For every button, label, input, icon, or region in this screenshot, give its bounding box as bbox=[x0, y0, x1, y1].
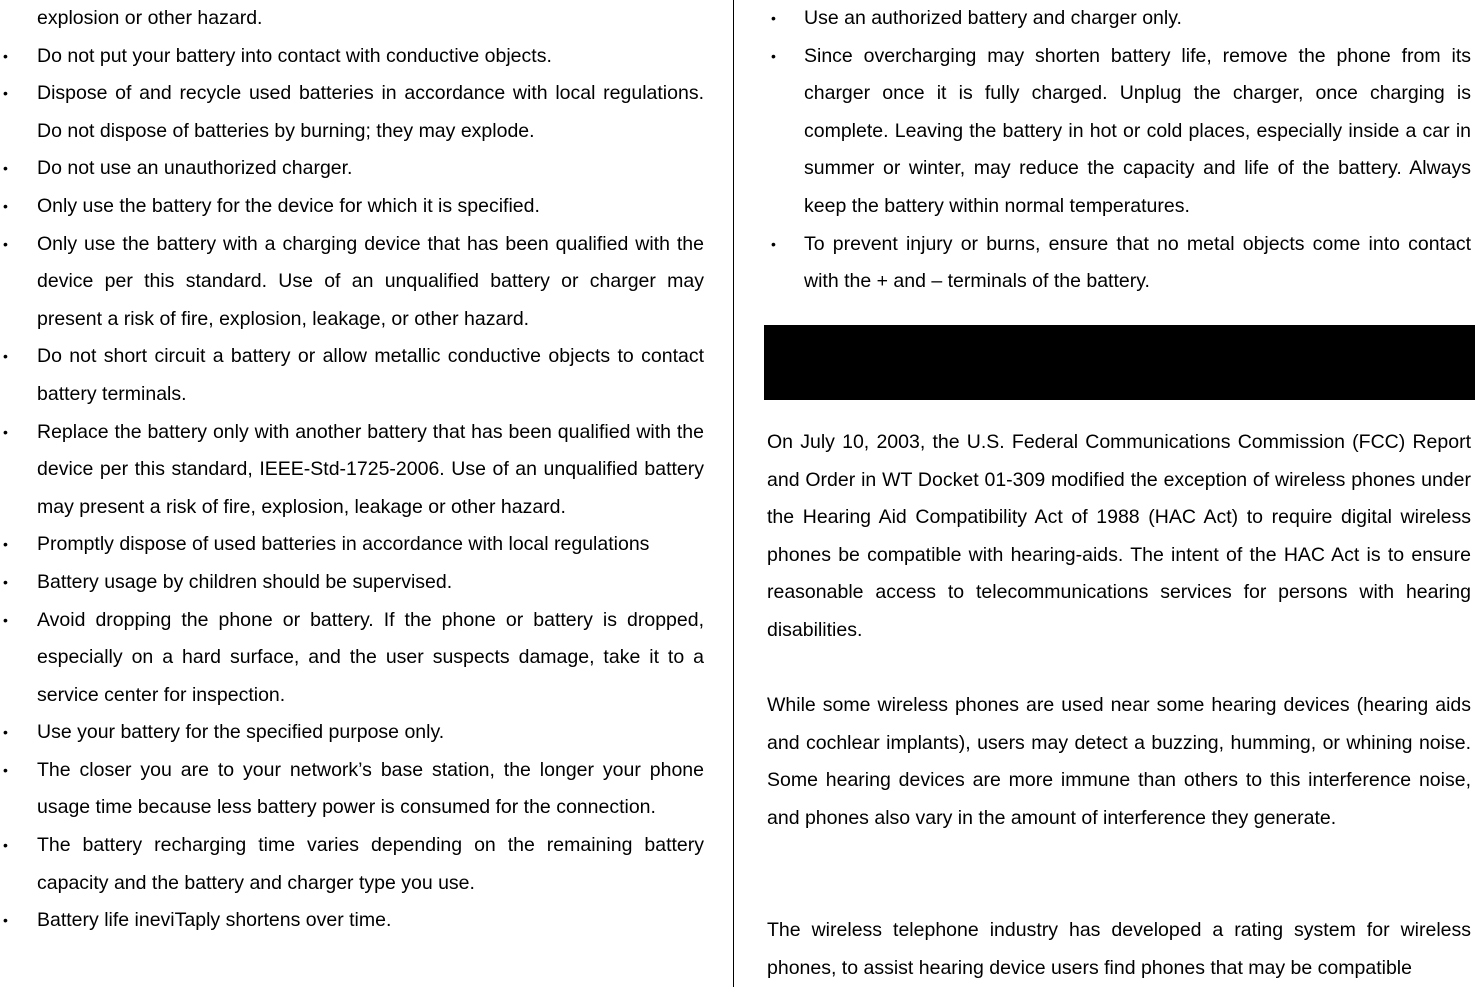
bullet-item bbox=[0, 827, 704, 902]
paragraph-text: The wireless telephone industry has developed a rating system for wireless phones, to assist hearing device users find phones that may be compatible bbox=[767, 919, 1471, 979]
bullet-icon: • bbox=[3, 536, 8, 553]
bullet-text: Use an authorized battery and charger only. bbox=[804, 7, 1182, 29]
bullet-text: Use your battery for the specified purpose only. bbox=[37, 721, 445, 744]
bullet-item bbox=[0, 414, 704, 527]
bullet-text: Only use the battery for the device for which it is specified. bbox=[37, 194, 540, 217]
bullet-text: Dispose of and recycle used batteries in accordance with local regulations. Do not dispose of batteries by burning; they may explode. bbox=[37, 82, 704, 142]
bullet-text: Do not short circuit a battery or allow metallic conductive objects to contact battery terminals. bbox=[37, 345, 704, 405]
bullet-item bbox=[0, 338, 704, 413]
bullet-item bbox=[764, 0, 1471, 38]
bullet-item bbox=[0, 714, 704, 752]
bullet-item bbox=[764, 38, 1471, 226]
bullet-item bbox=[0, 75, 704, 150]
bullet-item bbox=[0, 602, 704, 715]
bullet-text: Since overcharging may shorten battery life, remove the phone from its charger once it is fully charged. Unplug the charger, once charging is complete. Leaving the battery in hot or cold places, especially inside a car in summer or winter, may reduce the capacity and life of the battery. Always keep the battery within normal temperatures. bbox=[804, 44, 1471, 217]
bullet-icon: • bbox=[3, 85, 8, 102]
bullet-icon: • bbox=[3, 761, 8, 778]
bullet-icon: • bbox=[3, 423, 8, 440]
bullet-text: Battery usage by children should be supervised. bbox=[37, 570, 453, 593]
bullet-item bbox=[0, 902, 704, 940]
right-column bbox=[764, 0, 1471, 301]
bullet-icon: • bbox=[3, 47, 8, 64]
bullet-item bbox=[0, 38, 704, 76]
bullet-item bbox=[0, 752, 704, 827]
bullet-item bbox=[764, 226, 1471, 301]
bullet-text: Only use the battery with a charging device that has been qualified with the device per this standard. Use of an unqualified battery or charger may present a risk of fire, explosion, leakage, or other hazard. bbox=[37, 232, 704, 330]
bullet-icon: • bbox=[3, 837, 8, 854]
bullet-text: Avoid dropping the phone or battery. If the phone or battery is dropped, especially on a hard surface, and the user suspects damage, take it to a service center for inspection. bbox=[37, 608, 704, 706]
bullet-text: Replace the battery only with another battery that has been qualified with the device per this standard, IEEE-Std-1725-2006. Use of an unqualified battery may present a risk of fire, explosion, leakage or other hazard. bbox=[37, 420, 704, 518]
bullet-icon: • bbox=[3, 724, 8, 741]
left-column bbox=[0, 0, 704, 940]
bullet-icon: • bbox=[3, 611, 8, 628]
bullet-icon: • bbox=[3, 160, 8, 177]
bullet-icon: • bbox=[3, 197, 8, 214]
bullet-item bbox=[0, 150, 704, 188]
bullet-item bbox=[0, 188, 704, 226]
bullet-text: Do not use an unauthorized charger. bbox=[37, 157, 353, 180]
bullet-text: To prevent injury or burns, ensure that no metal objects come into contact with the + and – terminals of the battery. bbox=[804, 232, 1471, 293]
hac-intro-paragraph bbox=[767, 424, 1471, 650]
bullet-text: The closer you are to your network’s base station, the longer your phone usage time because less battery power is consumed for the connection. bbox=[37, 758, 704, 819]
bullet-item bbox=[0, 526, 704, 564]
bullet-icon: • bbox=[771, 47, 776, 64]
bullet-icon: • bbox=[771, 10, 776, 26]
bullet-text: The battery recharging time varies depending on the remaining battery capacity and the battery and charger type you use. bbox=[37, 834, 704, 894]
bullet-icon: • bbox=[3, 912, 8, 929]
continued-text: explosion or other hazard. bbox=[37, 7, 263, 29]
bullet-text: Battery life ineviTaply shortens over time. bbox=[37, 909, 392, 932]
rating-system-paragraph bbox=[767, 912, 1471, 987]
bullet-icon: • bbox=[3, 235, 8, 252]
bullet-text: Promptly dispose of used batteries in accordance with local regulations bbox=[37, 533, 650, 556]
section-heading-bar bbox=[764, 325, 1475, 400]
bullet-item bbox=[0, 564, 704, 602]
bullet-item bbox=[0, 226, 704, 339]
bullet-icon: • bbox=[3, 573, 8, 590]
bullet-text: Do not put your battery into contact with conductive objects. bbox=[37, 44, 552, 67]
paragraph-text: On July 10, 2003, the U.S. Federal Communications Commission (FCC) Report and Order in WT Docket 01-309 modified the exception of wireless phones under the Hearing Aid Compatibility Act of 1988 (HAC Act) to require digital wireless phones be compatible with hearing-aids. The intent of the HAC Act is to ensure reasonable access to telecommunications services for persons with hearing disabilities. bbox=[767, 431, 1471, 641]
interference-paragraph bbox=[767, 687, 1471, 837]
bullet-icon: • bbox=[771, 235, 776, 252]
paragraph-text: While some wireless phones are used near some hearing devices (hearing aids and cochlear implants), users may detect a buzzing, humming, or whining noise. Some hearing devices are more immune than others to this interference noise, and phones also vary in the amount of interference they generate. bbox=[767, 694, 1471, 829]
bullet-icon: • bbox=[3, 348, 8, 365]
column-divider bbox=[733, 0, 734, 987]
